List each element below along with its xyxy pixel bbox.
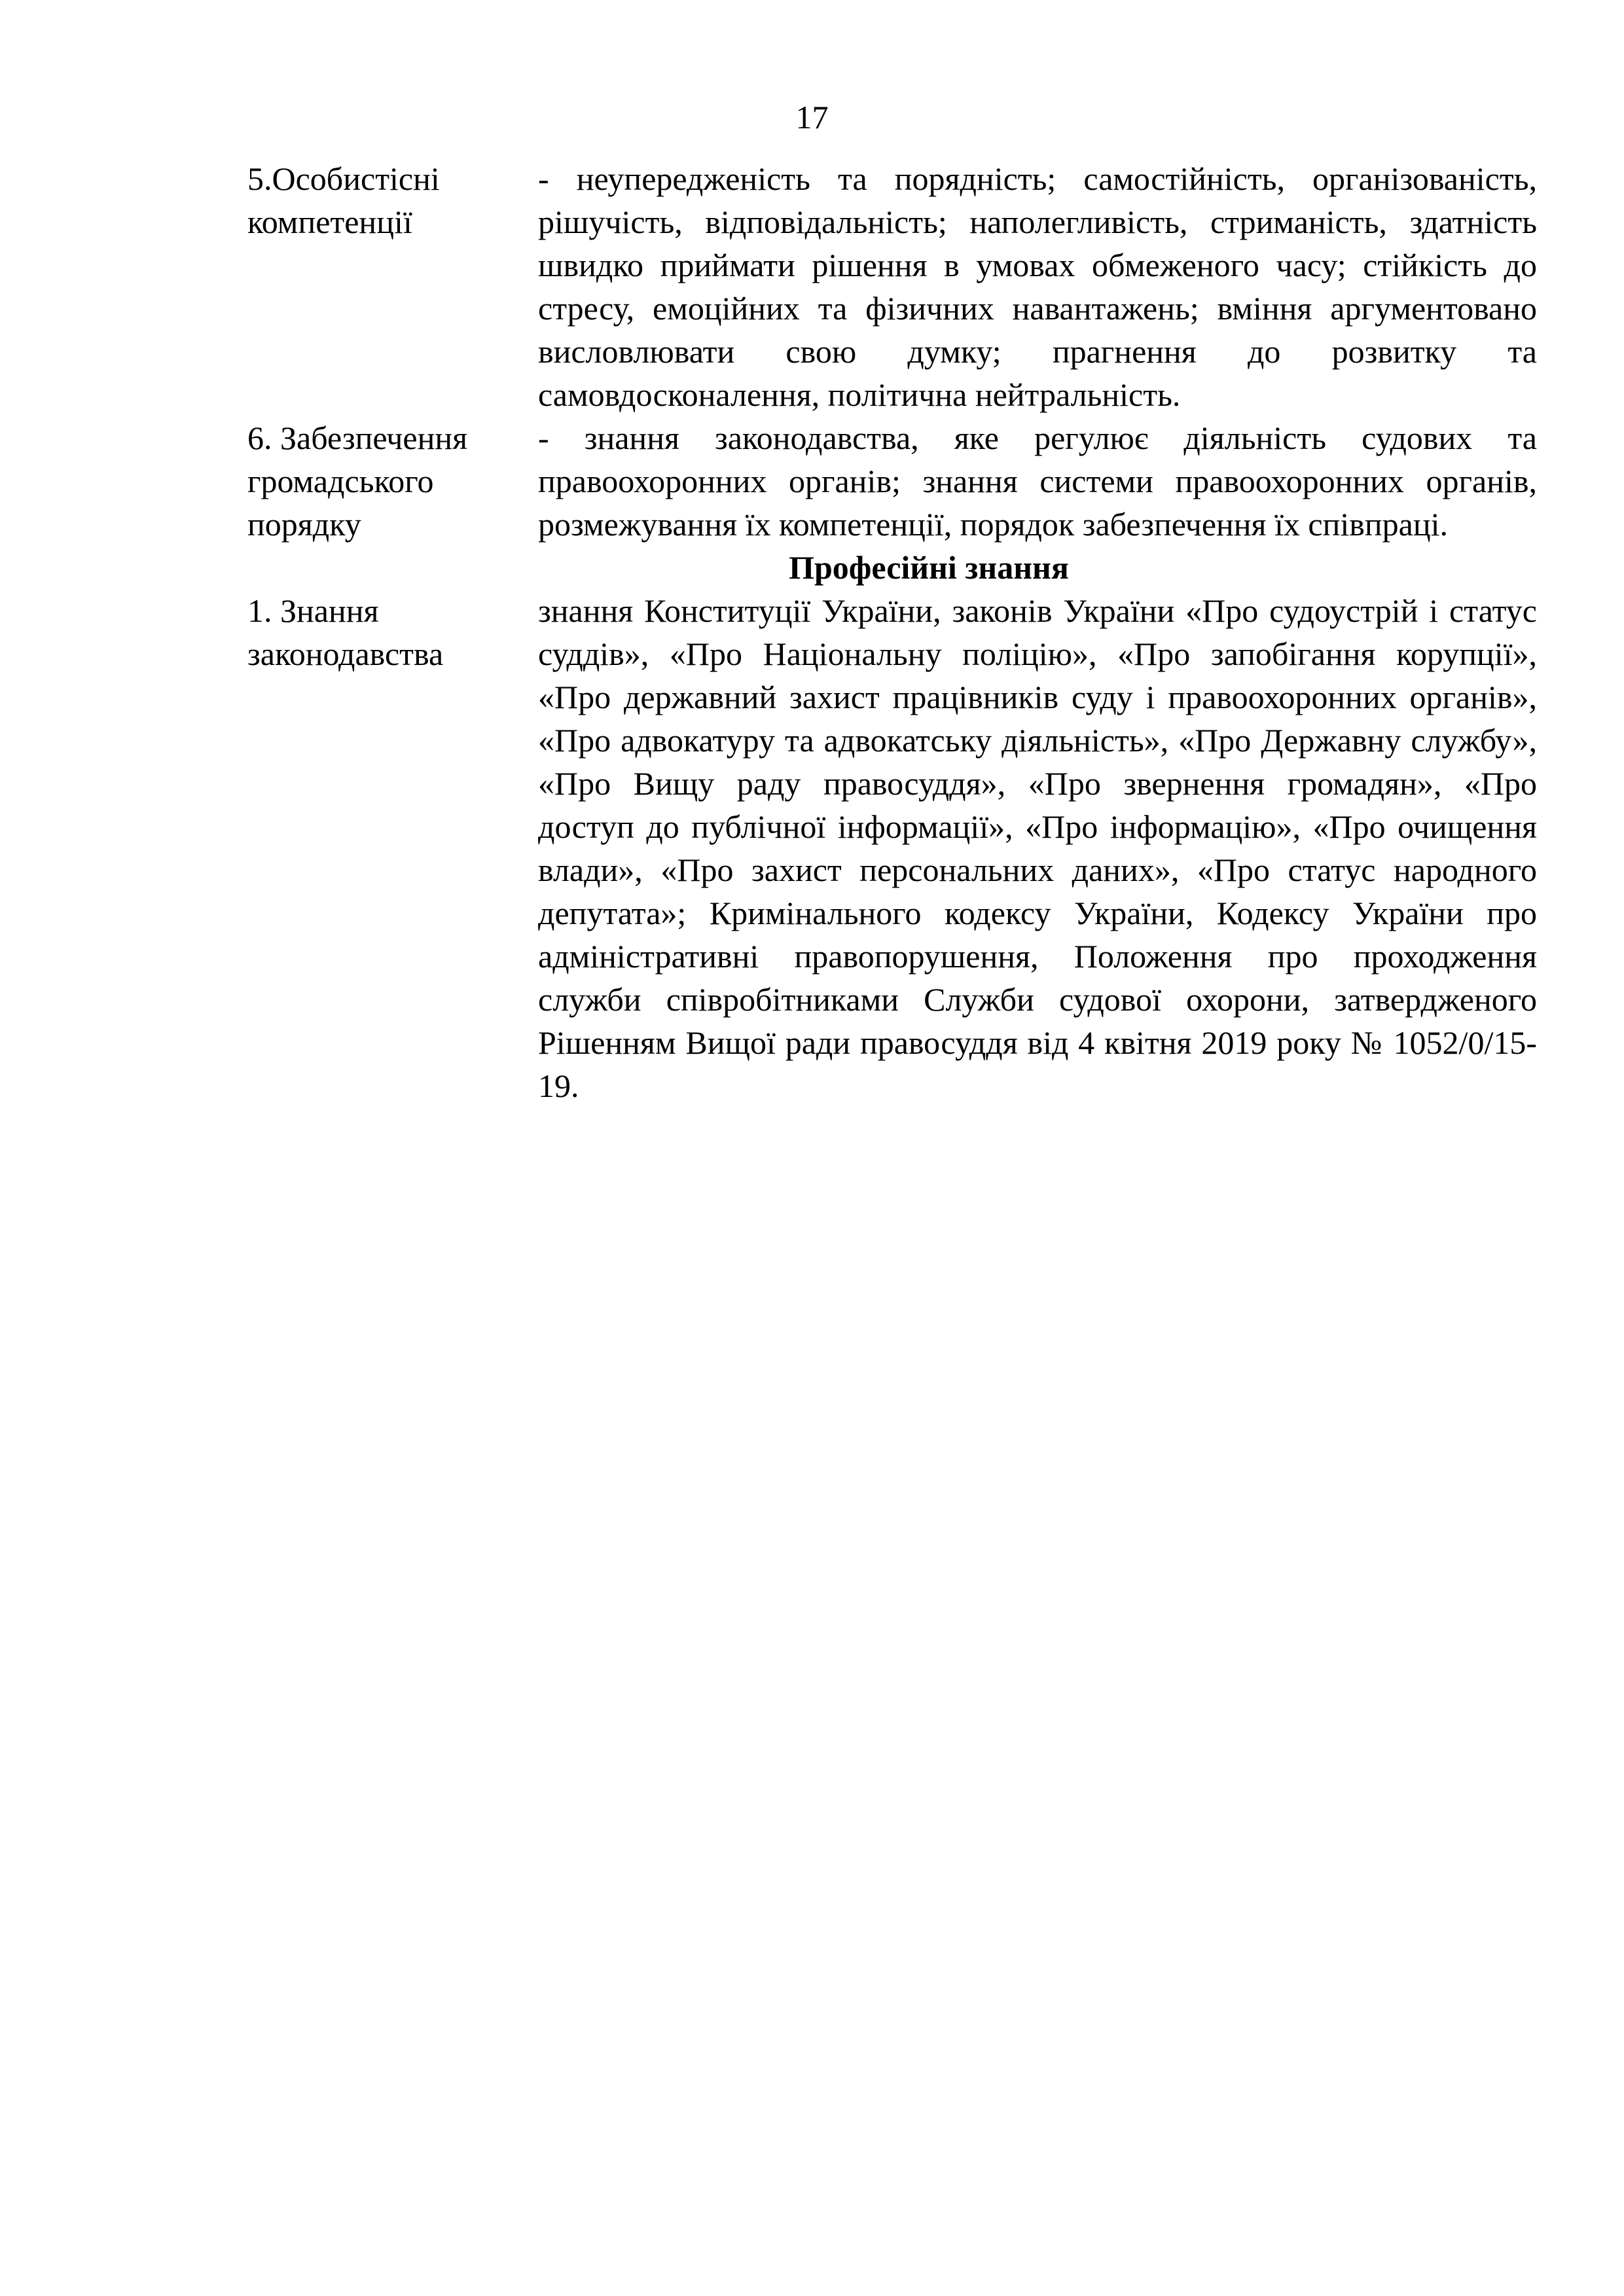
- table-row: [247, 416, 1537, 546]
- row-description: [538, 589, 1537, 1107]
- table-row: [247, 157, 1537, 416]
- row-label-line: 6. Забезпечення: [247, 420, 468, 456]
- row-label-line: порядку: [247, 506, 361, 543]
- row-label-line: 1. Знання: [247, 592, 379, 629]
- law-list-part-2: «Про звернення громадян», «Про доступ до публічної інформації», «Про інформацію», «Про очищення влади», «Про захист персональних даних», «Про статус народного депутата»; Кримінального кодексу України, Кодексу України про адміністративні правопорушення, Положення про проходження служби співробітниками Служби судової охорони, затвердженого Рішенням Вищої ради правосуддя від 4 квітня 2019 року № 1052/0/15-19.: [538, 765, 1538, 1104]
- row-description: - знання законодавства, яке регулює діяльність судових та правоохоронних органів; знання системи правоохоронних органів, розмежування їх компетенції, порядок забезпечення їх співпраці.: [538, 420, 1537, 543]
- row-description: - неупередженість та порядність; самостійність, організованість, рішучість, відповідальність; наполегливість, стриманість, здатність швидко приймати рішення в умовах обмеженого часу; стійкість до стресу, емоційних та фізичних навантажень; вміння аргументовано висловлювати свою думку; прагнення до розвитку та самовдосконалення, політична нейтральність.: [538, 160, 1537, 413]
- section-heading: Професійні знання: [789, 549, 1069, 586]
- competencies-table: [247, 157, 1537, 1107]
- row-label: [247, 589, 538, 1107]
- law-list-part-1: знання Конституції України, законів України «Про судоустрій і статус суддів», «Про Національну поліцію», «Про запобігання корупції», «Про державний захист працівників суду і правоохоронних органів», «Про адвокатуру та адвокатську діяльність», «Про Державну службу», «Про Вищу раду правосуддя»,: [538, 592, 1537, 802]
- page-number: 17: [795, 99, 829, 135]
- row-label-line: громадського: [247, 463, 434, 499]
- row-label-line: 5.Особистісні: [247, 160, 440, 197]
- table-row: [247, 589, 1537, 1107]
- row-label-line: законодавства: [247, 636, 444, 672]
- row-label-line: компетенції: [247, 204, 412, 240]
- row-label: [247, 416, 538, 546]
- row-label: [247, 157, 538, 416]
